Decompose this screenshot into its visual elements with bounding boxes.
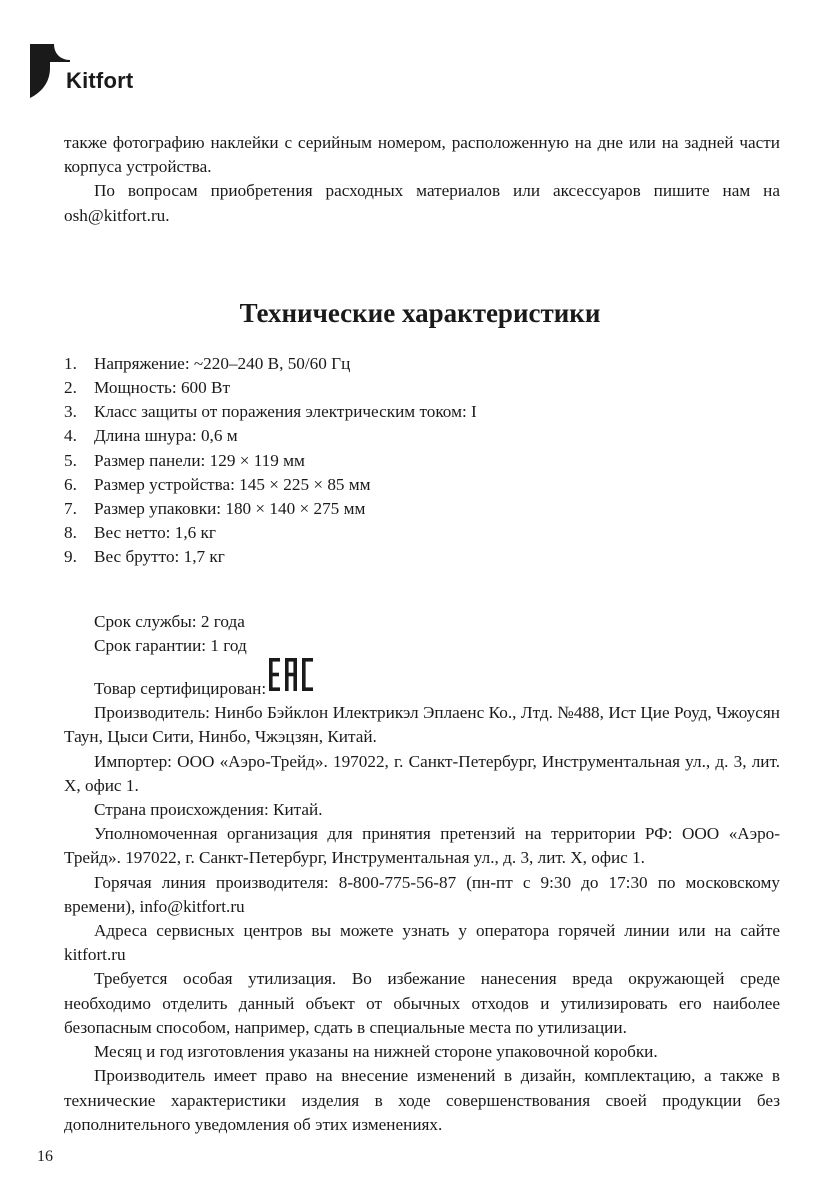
spec-item-text: Класс защиты от поражения электрическим током: I — [94, 402, 477, 422]
changes-paragraph: Производитель имеет право на внесение изменений в дизайн, комплектацию, а также в технические характеристики изделия в ходе совершенствования своей продукции без дополнительного уведомления об этих изменениях. — [64, 1066, 780, 1134]
spec-item — [64, 376, 780, 400]
spec-item-text: Вес брутто: 1,7 кг — [94, 547, 225, 567]
service-life: Срок службы: 2 года — [94, 611, 245, 631]
kitfort-logo-text: Kitfort — [66, 68, 134, 93]
origin-paragraph: Страна происхождения: Китай. — [94, 800, 323, 820]
spec-item-text: Напряжение: ~220–240 В, 50/60 Гц — [94, 353, 351, 373]
spec-item-number: 6. — [64, 474, 77, 494]
spec-item-text: Длина шнура: 0,6 м — [94, 426, 238, 446]
disposal-paragraph: Требуется особая утилизация. Во избежание нанесения вреда окружающей среде необходимо отделить данный объект от обычных отходов и утилизировать его наиболее безопасным способом, например, сдать в специальные места по утилизации. — [64, 969, 780, 1037]
spec-item — [64, 497, 780, 521]
kitfort-logo — [30, 44, 150, 100]
spec-item — [64, 473, 780, 497]
warranty: Срок гарантии: 1 год — [94, 635, 247, 655]
spec-item-number: 2. — [64, 378, 77, 398]
spec-item — [64, 352, 780, 376]
service-centers-paragraph: Адреса сервисных центров вы можете узнать у оператора горячей линии или на сайте kitfort.ru — [64, 921, 780, 965]
spec-item-text: Размер панели: 129 × 119 мм — [94, 450, 305, 470]
spec-item — [64, 449, 780, 473]
manufacturer-paragraph: Производитель: Нинбо Бэйклон Илектрикэл Эплаенс Ко., Лтд. №488, Ист Цие Роуд, Чжоусян Таун, Цыси Сити, Нинбо, Чжэцзян, Китай. — [64, 703, 780, 747]
page-content — [64, 131, 780, 1137]
spec-item-text: Мощность: 600 Вт — [94, 378, 231, 398]
certification-text: Товар сертифицирован: — [94, 679, 267, 699]
intro-paragraph-2: По вопросам приобретения расходных материалов или аксессуаров пишите нам на osh@kitfort.ru. — [64, 181, 780, 225]
spec-item — [64, 545, 780, 569]
spec-item — [64, 400, 780, 424]
spec-item-number: 4. — [64, 426, 77, 446]
spec-item-text: Размер устройства: 145 × 225 × 85 мм — [94, 474, 371, 494]
spec-item-number: 5. — [64, 450, 77, 470]
section-title: Технические характеристики — [239, 297, 601, 328]
spec-item — [64, 521, 780, 545]
spec-item — [64, 424, 780, 448]
page-number: 16 — [37, 1148, 53, 1165]
eac-mark-icon — [269, 658, 317, 698]
date-note-paragraph: Месяц и год изготовления указаны на нижней стороне упаковочной коробки. — [94, 1042, 658, 1062]
importer-paragraph: Импортер: ООО «Аэро-Трейд». 197022, г. Санкт-Петербург, Инструментальная ул., д. 3, лит. Х, офис 1. — [64, 751, 780, 795]
certification-line — [64, 658, 780, 701]
spec-item-text: Размер упаковки: 180 × 140 × 275 мм — [94, 499, 366, 519]
spec-item-number: 1. — [64, 353, 77, 373]
spec-item-number: 9. — [64, 547, 77, 567]
spec-item-text: Вес нетто: 1,6 кг — [94, 523, 216, 543]
spec-item-number: 3. — [64, 402, 77, 422]
kitfort-logo-mark-icon — [30, 44, 70, 100]
spec-item-number: 7. — [64, 499, 77, 519]
authorized-org-paragraph: Уполномоченная организация для принятия претензий на территории РФ: ООО «Аэро-Трейд». 197022, г. Санкт-Петербург, Инструментальная ул., д. 3, лит. Х, офис 1. — [64, 824, 780, 868]
spec-item-number: 8. — [64, 523, 77, 543]
hotline-paragraph: Горячая линия производителя: 8-800-775-56-87 (пн-пт с 9:30 до 17:30 по московскому времени), info@kitfort.ru — [64, 872, 780, 916]
intro-paragraph-1: также фотографию наклейки с серийным номером, расположенную на дне или на задней части корпуса устройства. — [64, 133, 780, 177]
specs-list — [64, 352, 780, 570]
